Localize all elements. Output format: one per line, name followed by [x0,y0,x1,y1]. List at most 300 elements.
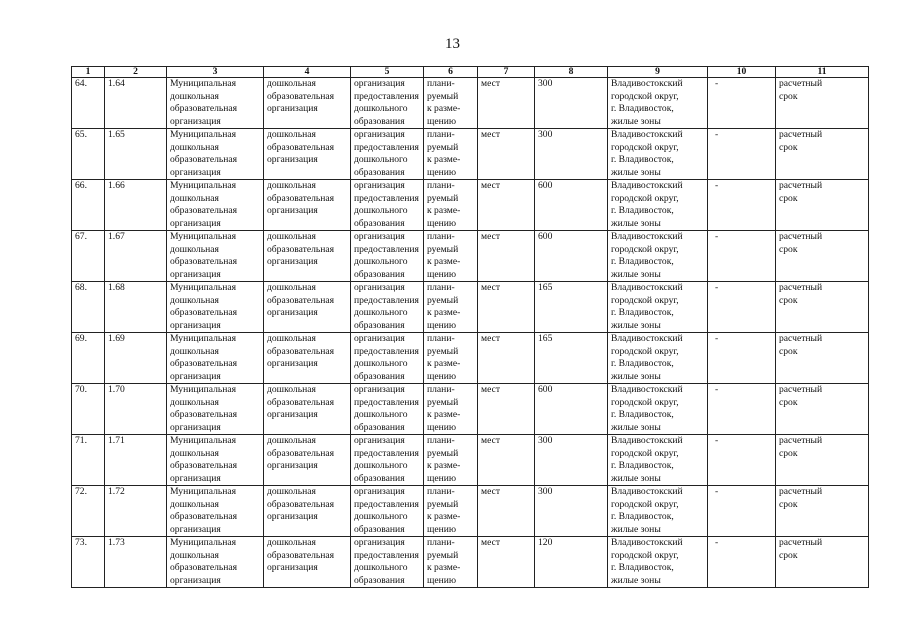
object-kind [264,231,351,282]
object-purpose [351,435,424,486]
object-status-line: руемый [427,549,459,561]
object-code: 1.67 [105,231,167,282]
location-line: г. Владивосток, [611,103,674,115]
object-status-line: к разме- [427,154,461,166]
protection-zone: - [708,435,776,486]
row-number: 72. [72,486,105,537]
location-line: Владивостокский [611,231,683,242]
object-purpose-line: организация [354,231,405,242]
object-purpose-line: предоставления [354,396,419,408]
object-purpose [351,231,424,282]
object-purpose-line: образования [354,268,405,280]
location-line: городской округ, [611,243,679,255]
object-type [167,384,264,435]
object-status-line: щению [427,115,457,127]
object-type-line: образовательная [170,205,238,217]
object-purpose [351,282,424,333]
object-kind-line: образовательная [267,192,335,204]
object-purpose-line: предоставления [354,549,419,561]
object-type [167,537,264,588]
object-kind [264,78,351,129]
object-status [424,78,478,129]
page-number: 13 [445,36,460,52]
object-kind-line: организация [267,256,318,268]
object-kind-line: образовательная [267,294,335,306]
deadline-line: расчетный [779,435,823,446]
object-type-line: Муниципальная [170,129,237,140]
object-status-line: руемый [427,294,459,306]
object-status-line: руемый [427,192,459,204]
location [608,486,708,537]
object-status [424,282,478,333]
object-purpose-line: организация [354,180,405,191]
location-line: жилые зоны [611,421,661,433]
location [608,282,708,333]
object-purpose [351,537,424,588]
capacity-unit: мест [478,231,535,282]
object-purpose-line: образования [354,523,405,535]
object-status-line: плани- [427,129,455,140]
protection-zone: - [708,384,776,435]
location-line: Владивостокский [611,435,683,446]
capacity-value: 600 [535,384,608,435]
object-purpose-line: образования [354,166,405,178]
location-line: жилые зоны [611,370,661,382]
object-type-line: организация [170,523,221,535]
object-purpose-line: дошкольного [354,307,408,319]
object-type [167,231,264,282]
capacity-unit: мест [478,333,535,384]
object-purpose-line: образования [354,421,405,433]
object-type-line: Муниципальная [170,231,237,242]
object-code: 1.71 [105,435,167,486]
location-line: Владивостокский [611,129,683,140]
deadline-line: срок [779,498,798,510]
object-status-line: к разме- [427,205,461,217]
object-status [424,384,478,435]
object-type-line: образовательная [170,154,238,166]
object-purpose-line: дошкольного [354,103,408,115]
location [608,537,708,588]
deadline-line: расчетный [779,282,823,293]
table-row [72,231,869,282]
object-status-line: плани- [427,282,455,293]
object-kind [264,282,351,333]
protection-zone: - [708,486,776,537]
location-line: жилые зоны [611,115,661,127]
object-kind-line: организация [267,511,318,523]
object-purpose [351,333,424,384]
location-line: Владивостокский [611,78,683,89]
object-type-line: организация [170,115,221,127]
object-purpose [351,486,424,537]
object-purpose-line: предоставления [354,498,419,510]
object-kind [264,384,351,435]
location-line: жилые зоны [611,319,661,331]
object-status-line: руемый [427,345,459,357]
deadline-line: расчетный [779,180,823,191]
object-type [167,282,264,333]
object-purpose [351,78,424,129]
object-status-line: к разме- [427,358,461,370]
capacity-value: 300 [535,486,608,537]
capacity-value: 300 [535,435,608,486]
deadline [776,129,869,180]
object-type [167,180,264,231]
object-status-line: щению [427,268,457,280]
object-type-line: организация [170,472,221,484]
location-line: г. Владивосток, [611,307,674,319]
capacity-unit: мест [478,384,535,435]
object-kind-line: образовательная [267,498,335,510]
object-purpose-line: дошкольного [354,205,408,217]
object-status [424,231,478,282]
object-kind-line: дошкольная [267,180,316,191]
location-line: жилые зоны [611,574,661,586]
object-purpose-line: дошкольного [354,511,408,523]
object-type-line: образовательная [170,460,238,472]
capacity-unit: мест [478,78,535,129]
object-kind-line: дошкольная [267,333,316,344]
row-number: 67. [72,231,105,282]
location-line: г. Владивосток, [611,460,674,472]
header-cell: 1 [72,67,105,78]
deadline-line: расчетный [779,231,823,242]
deadline [776,282,869,333]
object-kind-line: дошкольная [267,435,316,446]
object-status-line: плани- [427,78,455,89]
object-kind-line: дошкольная [267,129,316,140]
object-type-line: организация [170,217,221,229]
object-status [424,333,478,384]
object-purpose-line: предоставления [354,294,419,306]
object-status-line: щению [427,421,457,433]
row-number: 73. [72,537,105,588]
location-line: г. Владивосток, [611,511,674,523]
object-kind [264,435,351,486]
object-purpose-line: дошкольного [354,154,408,166]
object-kind-line: организация [267,562,318,574]
object-status-line: плани- [427,435,455,446]
location-line: Владивостокский [611,180,683,191]
table-body [72,78,869,588]
location-line: городской округ, [611,447,679,459]
table-row [72,333,869,384]
object-code: 1.70 [105,384,167,435]
object-type-line: организация [170,319,221,331]
object-type-line: Муниципальная [170,537,237,548]
object-status-line: к разме- [427,460,461,472]
object-type-line: Муниципальная [170,333,237,344]
object-type [167,435,264,486]
header-cell: 4 [264,67,351,78]
object-type-line: образовательная [170,562,238,574]
object-type [167,129,264,180]
header-cell: 3 [167,67,264,78]
capacity-value: 165 [535,333,608,384]
object-kind-line: организация [267,358,318,370]
location-line: городской округ, [611,192,679,204]
object-kind-line: образовательная [267,141,335,153]
location [608,180,708,231]
object-status-line: щению [427,472,457,484]
location-line: г. Владивосток, [611,205,674,217]
object-purpose-line: предоставления [354,192,419,204]
object-kind-line: образовательная [267,396,335,408]
table-row [72,537,869,588]
object-status-line: щению [427,370,457,382]
deadline-line: срок [779,447,798,459]
object-type-line: образовательная [170,511,238,523]
object-type [167,78,264,129]
object-kind [264,129,351,180]
object-status-line: плани- [427,486,455,497]
table-row [72,180,869,231]
object-type-line: образовательная [170,409,238,421]
object-code: 1.68 [105,282,167,333]
location-line: городской округ, [611,345,679,357]
object-kind-line: организация [267,205,318,217]
deadline-line: срок [779,141,798,153]
object-type [167,486,264,537]
object-purpose-line: предоставления [354,243,419,255]
protection-zone: - [708,333,776,384]
deadline [776,435,869,486]
object-status-line: щению [427,217,457,229]
object-code: 1.64 [105,78,167,129]
header-cell: 8 [535,67,608,78]
location-line: г. Владивосток, [611,256,674,268]
capacity-value: 120 [535,537,608,588]
object-kind-line: организация [267,307,318,319]
deadline [776,537,869,588]
object-type-line: дошкольная [170,447,219,459]
object-status-line: плани- [427,180,455,191]
capacity-unit: мест [478,486,535,537]
header-cell: 5 [351,67,424,78]
object-kind-line: дошкольная [267,78,316,89]
object-code: 1.65 [105,129,167,180]
location-line: жилые зоны [611,523,661,535]
object-purpose-line: образования [354,115,405,127]
location-line: жилые зоны [611,217,661,229]
object-type-line: Муниципальная [170,384,237,395]
header-row [72,67,869,78]
object-status-line: руемый [427,243,459,255]
deadline-line: срок [779,243,798,255]
object-type-line: дошкольная [170,192,219,204]
object-purpose-line: организация [354,78,405,89]
capacity-value: 300 [535,78,608,129]
location-line: городской округ, [611,90,679,102]
object-code: 1.73 [105,537,167,588]
table-row [72,78,869,129]
location-line: Владивостокский [611,486,683,497]
object-type-line: Муниципальная [170,282,237,293]
location-line: Владивостокский [611,537,683,548]
object-type-line: образовательная [170,358,238,370]
object-status-line: руемый [427,396,459,408]
deadline [776,384,869,435]
protection-zone: - [708,129,776,180]
object-kind-line: дошкольная [267,282,316,293]
table-row [72,129,869,180]
header-cell: 7 [478,67,535,78]
capacity-unit: мест [478,129,535,180]
object-purpose-line: организация [354,129,405,140]
object-purpose-line: организация [354,384,405,395]
table-row [72,384,869,435]
object-type-line: Муниципальная [170,435,237,446]
object-status-line: к разме- [427,103,461,115]
location [608,333,708,384]
protection-zone: - [708,78,776,129]
object-status-line: плани- [427,231,455,242]
object-type-line: образовательная [170,256,238,268]
capacity-value: 165 [535,282,608,333]
object-purpose [351,384,424,435]
location-line: городской округ, [611,396,679,408]
object-status-line: плани- [427,333,455,344]
object-status-line: руемый [427,141,459,153]
object-status-line: щению [427,574,457,586]
object-purpose-line: образования [354,472,405,484]
object-code: 1.66 [105,180,167,231]
deadline-line: срок [779,549,798,561]
object-purpose-line: дошкольного [354,562,408,574]
object-purpose-line: организация [354,282,405,293]
protection-zone: - [708,180,776,231]
object-purpose-line: дошкольного [354,256,408,268]
header-cell: 9 [608,67,708,78]
table-row [72,486,869,537]
deadline [776,78,869,129]
object-type-line: образовательная [170,307,238,319]
object-kind-line: образовательная [267,243,335,255]
location-line: городской округ, [611,294,679,306]
capacity-unit: мест [478,435,535,486]
object-type-line: организация [170,268,221,280]
object-code: 1.69 [105,333,167,384]
capacity-unit: мест [478,180,535,231]
object-status-line: руемый [427,90,459,102]
location [608,129,708,180]
object-kind-line: дошкольная [267,486,316,497]
location-line: г. Владивосток, [611,409,674,421]
object-type-line: Муниципальная [170,180,237,191]
location-line: г. Владивосток, [611,562,674,574]
deadline-line: срок [779,294,798,306]
object-type-line: Муниципальная [170,78,237,89]
object-type [167,333,264,384]
location [608,435,708,486]
location [608,231,708,282]
object-status [424,537,478,588]
location-line: Владивостокский [611,384,683,395]
location-line: Владивостокский [611,282,683,293]
object-status-line: щению [427,166,457,178]
object-kind-line: дошкольная [267,537,316,548]
object-status [424,129,478,180]
object-code: 1.72 [105,486,167,537]
location-line: городской округ, [611,549,679,561]
object-purpose [351,180,424,231]
location-line: г. Владивосток, [611,358,674,370]
header-cell: 11 [776,67,869,78]
objects-table [71,66,869,588]
object-status [424,435,478,486]
protection-zone: - [708,282,776,333]
object-type-line: дошкольная [170,141,219,153]
capacity-value: 600 [535,231,608,282]
object-type-line: образовательная [170,103,238,115]
location-line: жилые зоны [611,166,661,178]
object-status-line: щению [427,523,457,535]
object-status [424,180,478,231]
row-number: 71. [72,435,105,486]
table-row [72,435,869,486]
object-purpose-line: дошкольного [354,409,408,421]
object-type-line: организация [170,370,221,382]
object-purpose-line: дошкольного [354,460,408,472]
header-cell: 6 [424,67,478,78]
location-line: жилые зоны [611,472,661,484]
object-purpose-line: организация [354,537,405,548]
row-number: 64. [72,78,105,129]
location-line: г. Владивосток, [611,154,674,166]
object-purpose-line: образования [354,217,405,229]
object-kind-line: образовательная [267,549,335,561]
object-status [424,486,478,537]
object-purpose-line: предоставления [354,141,419,153]
deadline [776,180,869,231]
deadline-line: срок [779,345,798,357]
object-status-line: к разме- [427,256,461,268]
object-type-line: дошкольная [170,243,219,255]
object-purpose-line: предоставления [354,447,419,459]
object-status-line: к разме- [427,307,461,319]
deadline-line: расчетный [779,384,823,395]
deadline-line: расчетный [779,333,823,344]
object-status-line: руемый [427,498,459,510]
deadline-line: расчетный [779,129,823,140]
object-kind-line: организация [267,154,318,166]
deadline-line: расчетный [779,486,823,497]
location [608,384,708,435]
object-purpose-line: дошкольного [354,358,408,370]
location-line: жилые зоны [611,268,661,280]
object-status-line: руемый [427,447,459,459]
object-type-line: организация [170,574,221,586]
location-line: городской округ, [611,498,679,510]
object-type-line: организация [170,421,221,433]
header-cell: 2 [105,67,167,78]
object-kind-line: образовательная [267,90,335,102]
protection-zone: - [708,231,776,282]
capacity-value: 300 [535,129,608,180]
object-purpose-line: образования [354,319,405,331]
protection-zone: - [708,537,776,588]
object-kind-line: образовательная [267,447,335,459]
object-kind [264,537,351,588]
table-row [72,282,869,333]
object-purpose-line: организация [354,435,405,446]
object-kind-line: образовательная [267,345,335,357]
deadline-line: расчетный [779,78,823,89]
object-purpose-line: образования [354,370,405,382]
object-type-line: дошкольная [170,498,219,510]
deadline [776,486,869,537]
